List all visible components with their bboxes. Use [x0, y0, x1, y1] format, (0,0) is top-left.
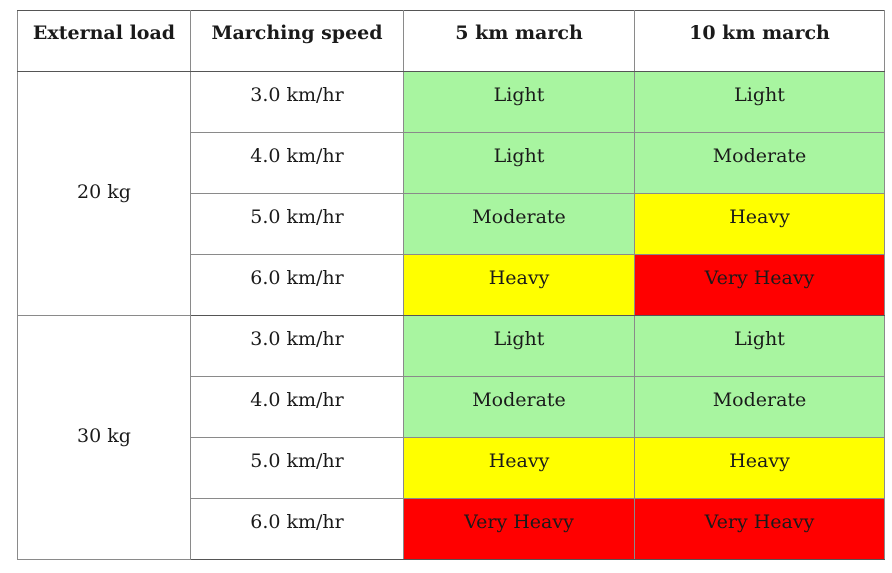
rating-10km-cell: Light — [635, 72, 885, 133]
table-body — [18, 72, 885, 560]
rating-10km-cell: Moderate — [635, 377, 885, 438]
header-5km-march: 5 km march — [404, 11, 635, 72]
workload-table — [17, 10, 885, 560]
rating-10km-cell: Heavy — [635, 194, 885, 255]
header-row — [18, 11, 885, 72]
marching-speed-cell: 5.0 km/hr — [191, 194, 404, 255]
external-load-cell: 20 kg — [18, 72, 191, 316]
rating-5km-cell: Light — [404, 316, 635, 377]
rating-10km-cell: Heavy — [635, 438, 885, 499]
marching-speed-cell: 3.0 km/hr — [191, 316, 404, 377]
marching-speed-cell: 5.0 km/hr — [191, 438, 404, 499]
rating-5km-cell: Very Heavy — [404, 499, 635, 560]
rating-5km-cell: Light — [404, 133, 635, 194]
header-marching-speed: Marching speed — [191, 11, 404, 72]
rating-5km-cell: Moderate — [404, 377, 635, 438]
header-10km-march: 10 km march — [635, 11, 885, 72]
marching-speed-cell: 6.0 km/hr — [191, 255, 404, 316]
rating-5km-cell: Heavy — [404, 255, 635, 316]
header-external-load: External load — [18, 11, 191, 72]
marching-speed-cell: 4.0 km/hr — [191, 377, 404, 438]
marching-speed-cell: 6.0 km/hr — [191, 499, 404, 560]
external-load-cell: 30 kg — [18, 316, 191, 560]
rating-10km-cell: Moderate — [635, 133, 885, 194]
rating-10km-cell: Very Heavy — [635, 499, 885, 560]
rating-5km-cell: Light — [404, 72, 635, 133]
table-row — [18, 72, 885, 133]
rating-10km-cell: Light — [635, 316, 885, 377]
table-row — [18, 316, 885, 377]
marching-speed-cell: 3.0 km/hr — [191, 72, 404, 133]
rating-5km-cell: Heavy — [404, 438, 635, 499]
rating-5km-cell: Moderate — [404, 194, 635, 255]
rating-10km-cell: Very Heavy — [635, 255, 885, 316]
marching-speed-cell: 4.0 km/hr — [191, 133, 404, 194]
